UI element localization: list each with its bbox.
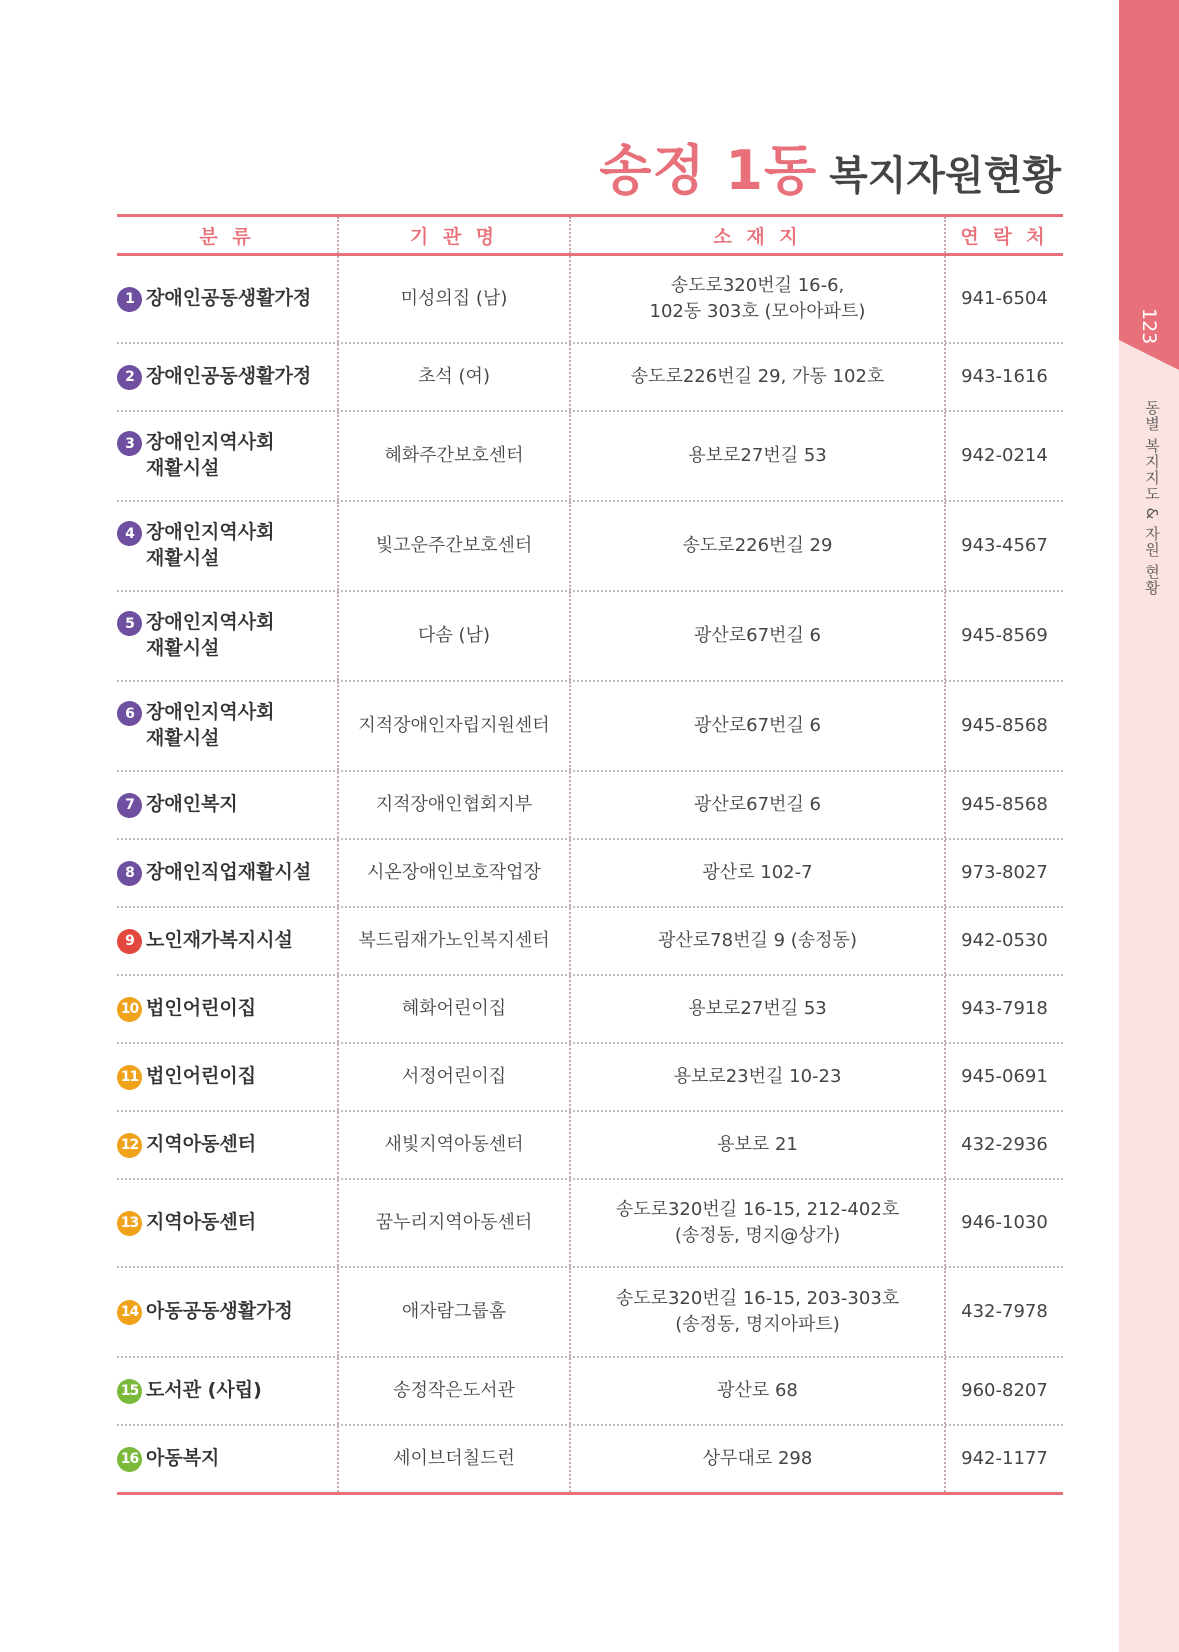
- cell-category: [117, 976, 337, 1042]
- table-row: [117, 502, 1063, 592]
- cell-address: 용보로23번길 10-23: [569, 1044, 944, 1110]
- row-number-badge: 8: [117, 861, 142, 886]
- cell-address: 광산로67번길 6: [569, 772, 944, 838]
- category-wrap: [117, 700, 274, 751]
- cell-address: 용보로 21: [569, 1112, 944, 1178]
- category-label: 장애인공동생활가정: [146, 287, 312, 309]
- cell-category: [117, 772, 337, 838]
- table-row: [117, 772, 1063, 840]
- cell-phone: 945-8568: [944, 772, 1063, 838]
- cell-category: [117, 592, 337, 680]
- cell-address: 광산로 68: [569, 1358, 944, 1424]
- cell-phone: 943-7918: [944, 976, 1063, 1042]
- cell-address: 광산로78번길 9 (송정동): [569, 908, 944, 974]
- table-row: [117, 1180, 1063, 1268]
- category-label: 장애인복지: [146, 793, 238, 815]
- category-wrap: [117, 1132, 256, 1158]
- cell-phone: 946-1030: [944, 1180, 1063, 1266]
- row-number-badge: 12: [117, 1133, 142, 1158]
- page-number: 123: [1138, 307, 1160, 345]
- header-category: 분 류: [199, 225, 255, 248]
- cell-phone: 945-8569: [944, 592, 1063, 680]
- cell-phone: 942-1177: [944, 1426, 1063, 1492]
- table-row: [117, 908, 1063, 976]
- cell-name: 시온장애인보호작업장: [337, 840, 569, 906]
- category-wrap: [117, 1210, 256, 1236]
- cell-name: 혜화주간보호센터: [337, 412, 569, 500]
- cell-address: 광산로 102-7: [569, 840, 944, 906]
- cell-name: 꿈누리지역아동센터: [337, 1180, 569, 1266]
- category-wrap: [117, 364, 311, 390]
- category-wrap: [117, 286, 311, 312]
- cell-name: 지적장애인협회지부: [337, 772, 569, 838]
- cell-name: 새빛지역아동센터: [337, 1112, 569, 1178]
- cell-address: 광산로67번길 6: [569, 682, 944, 770]
- cell-name: 다솜 (남): [337, 592, 569, 680]
- row-number-badge: 14: [117, 1300, 142, 1325]
- cell-category: [117, 682, 337, 770]
- category-wrap: [117, 792, 238, 818]
- category-label: 법인어린이집: [146, 1065, 257, 1087]
- cell-address: 송도로320번길 16-15, 212-402호 (송정동, 명지@상가): [569, 1180, 944, 1266]
- cell-address: 송도로226번길 29: [569, 502, 944, 590]
- header-name: 기 관 명: [337, 217, 569, 253]
- category-label: 장애인지역사회 재활시설: [146, 521, 275, 569]
- row-number-badge: 13: [117, 1211, 142, 1236]
- cell-address: 용보로27번길 53: [569, 976, 944, 1042]
- cell-category: [117, 1268, 337, 1356]
- cell-phone: 942-0214: [944, 412, 1063, 500]
- row-number-badge: 11: [117, 1065, 142, 1090]
- cell-category: [117, 1358, 337, 1424]
- cell-name: 빛고운주간보호센터: [337, 502, 569, 590]
- row-number-badge: 4: [117, 521, 142, 546]
- category-wrap: [117, 1064, 256, 1090]
- row-number-badge: 15: [117, 1379, 142, 1404]
- cell-category: [117, 256, 337, 342]
- table-row: [117, 1268, 1063, 1358]
- category-label: 노인재가복지시설: [146, 929, 293, 951]
- table-row: [117, 344, 1063, 412]
- table-row: [117, 592, 1063, 682]
- row-number-badge: 3: [117, 431, 142, 456]
- category-label: 도서관 (사립): [146, 1379, 262, 1401]
- cell-name: 복드림재가노인복지센터: [337, 908, 569, 974]
- table-header: [117, 214, 1063, 256]
- category-label: 지역아동센터: [146, 1133, 257, 1155]
- category-wrap: [117, 610, 274, 661]
- cell-name: 애자람그룹홈: [337, 1268, 569, 1356]
- table-row: [117, 256, 1063, 344]
- cell-category: [117, 344, 337, 410]
- category-label: 아동공동생활가정: [146, 1300, 293, 1322]
- category-label: 아동복지: [146, 1447, 220, 1469]
- cell-category: [117, 1112, 337, 1178]
- cell-name: 세이브더칠드런: [337, 1426, 569, 1492]
- category-label: 장애인지역사회 재활시설: [146, 431, 275, 479]
- cell-name: 미성의집 (남): [337, 256, 569, 342]
- category-wrap: [117, 860, 311, 886]
- row-number-badge: 16: [117, 1447, 142, 1472]
- table-row: [117, 1426, 1063, 1492]
- header-address: 소 재 지: [569, 217, 944, 253]
- cell-address: 송도로320번길 16-6, 102동 303호 (모아아파트): [569, 256, 944, 342]
- table-row: [117, 1044, 1063, 1112]
- cell-phone: 960-8207: [944, 1358, 1063, 1424]
- cell-phone: 942-0530: [944, 908, 1063, 974]
- category-wrap: [117, 520, 274, 571]
- header-phone: 연 락 처: [944, 217, 1063, 253]
- cell-address: 용보로27번길 53: [569, 412, 944, 500]
- table-row: [117, 682, 1063, 772]
- cell-address: 상무대로 298: [569, 1426, 944, 1492]
- section-label: 동별 복지지도 & 자원 현황: [1143, 400, 1161, 596]
- category-label: 장애인지역사회 재활시설: [146, 611, 275, 659]
- table-row: [117, 1112, 1063, 1180]
- cell-address: 송도로320번길 16-15, 203-303호 (송정동, 명지아파트): [569, 1268, 944, 1356]
- cell-category: [117, 1180, 337, 1266]
- category-wrap: [117, 1299, 293, 1325]
- category-wrap: [117, 430, 274, 481]
- row-number-badge: 2: [117, 365, 142, 390]
- title-sub: 복지자원현황: [829, 153, 1061, 199]
- cell-category: [117, 908, 337, 974]
- row-number-badge: 5: [117, 611, 142, 636]
- cell-phone: 941-6504: [944, 256, 1063, 342]
- cell-category: [117, 840, 337, 906]
- category-wrap: [117, 1446, 219, 1472]
- cell-name: 송정작은도서관: [337, 1358, 569, 1424]
- row-number-badge: 9: [117, 929, 142, 954]
- table-row: [117, 976, 1063, 1044]
- cell-name: 혜화어린이집: [337, 976, 569, 1042]
- cell-address: 송도로226번길 29, 가동 102호: [569, 344, 944, 410]
- cell-category: [117, 1044, 337, 1110]
- cell-phone: 432-7978: [944, 1268, 1063, 1356]
- cell-phone: 973-8027: [944, 840, 1063, 906]
- category-wrap: [117, 996, 256, 1022]
- cell-category: [117, 412, 337, 500]
- cell-name: 초석 (여): [337, 344, 569, 410]
- cell-phone: 943-4567: [944, 502, 1063, 590]
- row-number-badge: 7: [117, 793, 142, 818]
- cell-phone: 432-2936: [944, 1112, 1063, 1178]
- category-label: 지역아동센터: [146, 1211, 257, 1233]
- title-highlight: 송정 1동: [599, 139, 818, 202]
- page-title: [599, 128, 1061, 205]
- cell-name: 지적장애인자립지원센터: [337, 682, 569, 770]
- cell-phone: 943-1616: [944, 344, 1063, 410]
- row-number-badge: 1: [117, 287, 142, 312]
- resource-table: [117, 214, 1063, 1495]
- category-wrap: [117, 1378, 262, 1404]
- cell-phone: 945-0691: [944, 1044, 1063, 1110]
- cell-category: [117, 502, 337, 590]
- row-number-badge: 10: [117, 997, 142, 1022]
- category-wrap: [117, 928, 293, 954]
- category-label: 법인어린이집: [146, 997, 257, 1019]
- row-number-badge: 6: [117, 701, 142, 726]
- table-row: [117, 840, 1063, 908]
- cell-phone: 945-8568: [944, 682, 1063, 770]
- cell-address: 광산로67번길 6: [569, 592, 944, 680]
- category-label: 장애인공동생활가정: [146, 365, 312, 387]
- table-row: [117, 1358, 1063, 1426]
- table-row: [117, 412, 1063, 502]
- category-label: 장애인직업재활시설: [146, 861, 312, 883]
- table-body: [117, 256, 1063, 1495]
- cell-name: 서정어린이집: [337, 1044, 569, 1110]
- category-label: 장애인지역사회 재활시설: [146, 701, 275, 749]
- cell-category: [117, 1426, 337, 1492]
